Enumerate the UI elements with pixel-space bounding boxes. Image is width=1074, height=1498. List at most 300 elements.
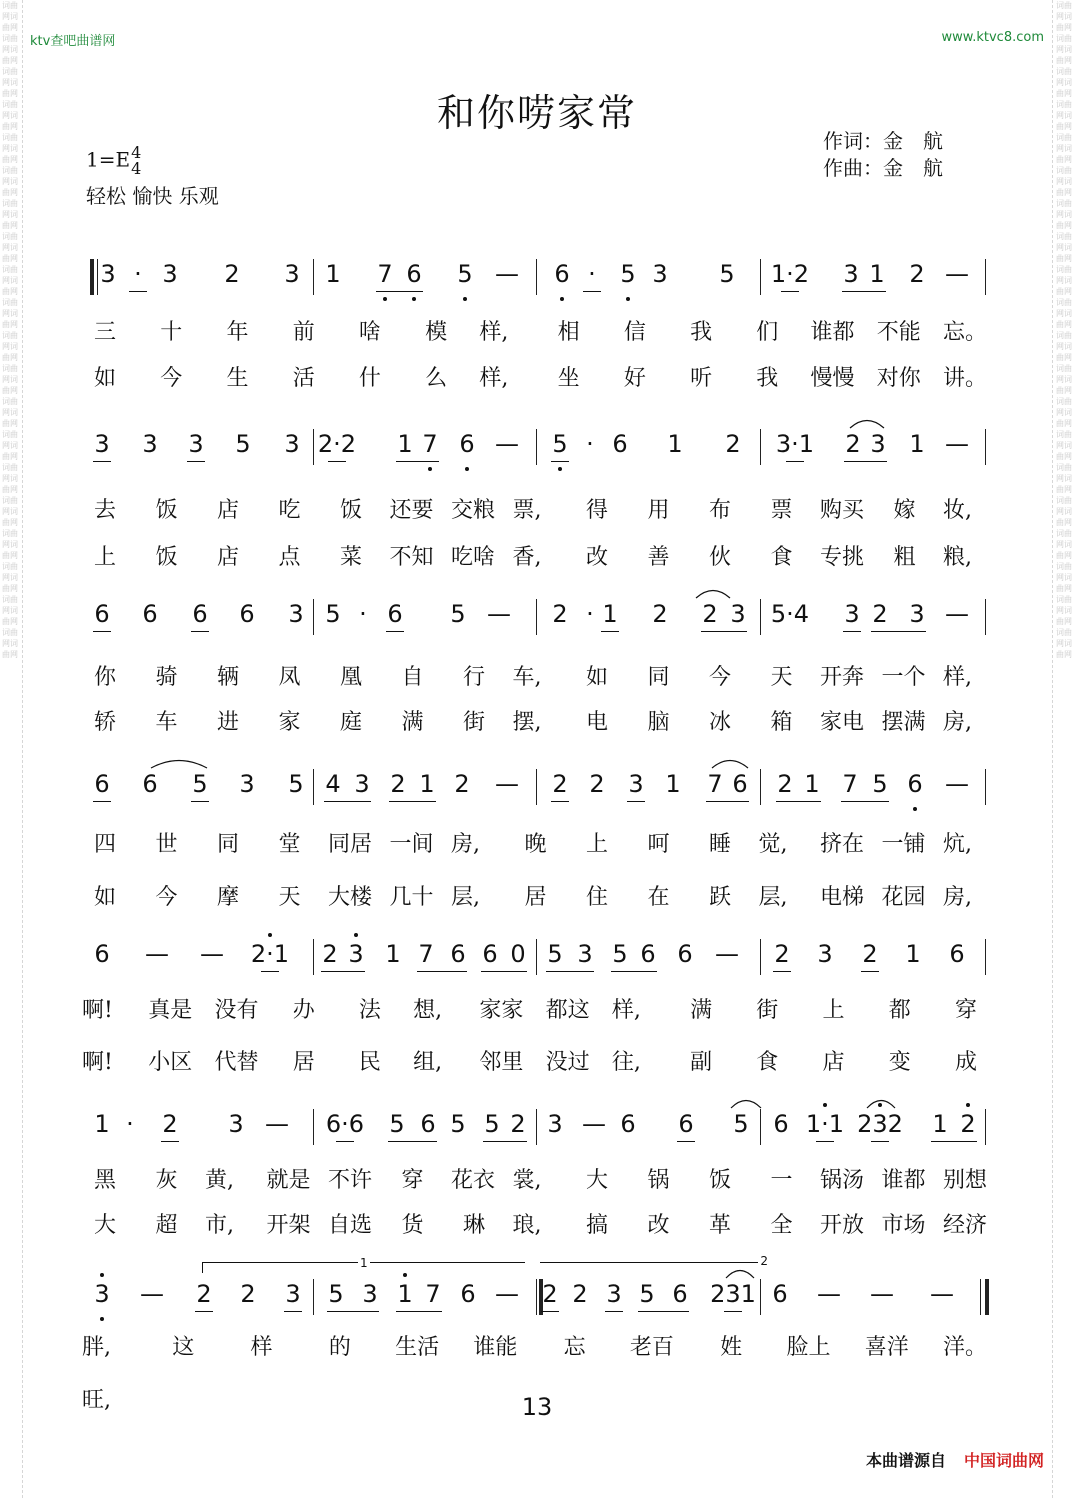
time-signature <box>131 145 141 177</box>
note: 1 <box>932 1110 948 1138</box>
lyric-word: 冰 <box>709 710 732 735</box>
lyric-word: 经济 <box>943 1213 988 1238</box>
note: 5 <box>552 430 568 458</box>
note: — <box>870 1280 894 1308</box>
lyric-word: 妆, <box>943 498 972 523</box>
lyric-word: 一铺 <box>881 832 926 857</box>
lyric-word: 信 <box>623 320 646 345</box>
lyric-word: 粮, <box>943 545 972 570</box>
lyric-word: 摆, <box>512 710 542 735</box>
lyric-word: 同 <box>217 832 240 857</box>
note: 5 <box>484 1110 500 1138</box>
lyric-word: 样, <box>479 320 509 345</box>
lyric-word: 开架 <box>266 1213 311 1238</box>
lyric-word: 街 <box>463 710 486 735</box>
note: 2 <box>322 940 338 968</box>
note: 2 <box>390 770 406 798</box>
lyricist-credit: 作词：金 航 <box>823 129 943 153</box>
lyric-word: 进 <box>217 710 240 735</box>
lyric-word: 坐 <box>557 366 580 391</box>
beam-underline <box>161 1141 179 1142</box>
note: 1·1 <box>805 1110 845 1138</box>
lyric-word: 搞 <box>586 1213 609 1238</box>
note: 2·1 <box>250 940 290 968</box>
page-number: 13 <box>521 1393 553 1421</box>
lyric-word: 办 <box>292 998 315 1023</box>
beam-underline <box>324 801 371 802</box>
note: 6 <box>94 770 110 798</box>
note: 2 <box>845 430 861 458</box>
beam-underline <box>386 631 404 632</box>
lyric-word: 用 <box>647 498 670 523</box>
note: 2 <box>774 940 790 968</box>
time-signature-bottom: 4 <box>131 159 142 178</box>
lyric-word: 生 <box>226 366 249 391</box>
beam-underline <box>417 971 467 972</box>
lyric-word: 穿 <box>955 998 978 1023</box>
bar-line <box>90 259 94 295</box>
bar-line <box>985 1279 989 1315</box>
note: 5 <box>192 770 208 798</box>
note: 3 <box>285 1280 301 1308</box>
lyric-word: 食 <box>770 545 793 570</box>
lyric-word: 年 <box>226 320 249 345</box>
note: 3 <box>652 260 668 288</box>
lyric-word: 一间 <box>389 832 434 857</box>
note: 3 <box>284 260 300 288</box>
note: 1 <box>94 1110 110 1138</box>
beam-underline <box>551 801 569 802</box>
lyric-word: 食 <box>756 1050 779 1075</box>
note: 5 <box>389 1110 405 1138</box>
lyric-word: 什 <box>358 366 381 391</box>
octave-dot <box>354 933 358 937</box>
note: 6 <box>772 1280 788 1308</box>
lyric-word: 姓 <box>720 1335 743 1360</box>
note: 6 <box>460 1280 476 1308</box>
beam-underline <box>336 1141 354 1142</box>
footer-brand[interactable]: 中国词曲网 <box>963 1451 1044 1470</box>
note: 5 <box>733 1110 749 1138</box>
octave-dot <box>465 467 469 471</box>
beam-underline <box>261 971 279 972</box>
slur-arc <box>730 1097 762 1109</box>
beam-underline <box>786 461 804 462</box>
beam-underline <box>93 801 111 802</box>
beam-underline <box>605 1311 623 1312</box>
note: 5 <box>235 430 251 458</box>
lyric-word: 样, <box>479 366 509 391</box>
beam-underline <box>396 1311 442 1312</box>
lyric-word: 居 <box>292 1050 315 1075</box>
lyric-word: 香, <box>512 545 542 570</box>
volta-bracket-1 <box>202 1256 525 1273</box>
lyric-word: 呵 <box>647 832 670 857</box>
note: 3 <box>142 430 158 458</box>
lyric-word: 不知 <box>389 545 434 570</box>
lyric-word: 满 <box>690 998 713 1023</box>
note: 2 <box>909 260 925 288</box>
note: 0 <box>510 940 526 968</box>
note: 1 <box>397 430 413 458</box>
octave-dot <box>913 807 917 811</box>
lyric-word: 同居 <box>328 832 373 857</box>
lyric-word: 同 <box>647 665 670 690</box>
bar-line <box>536 429 537 465</box>
beam-underline <box>844 461 887 462</box>
bar-line <box>985 769 986 805</box>
note: 7 <box>842 770 858 798</box>
lyric-word: 晚 <box>524 832 547 857</box>
note: — <box>945 770 969 798</box>
note: 4 <box>325 770 341 798</box>
bar-line <box>313 769 314 805</box>
lyric-word: 摆满 <box>881 710 926 735</box>
song-title: 和你唠家常 <box>436 91 637 135</box>
note: — <box>945 430 969 458</box>
beam-underline <box>627 801 645 802</box>
lyric-word: 好 <box>623 366 646 391</box>
lyric-word: 挤在 <box>820 832 865 857</box>
beam-underline <box>724 1311 742 1312</box>
octave-dot <box>558 467 562 471</box>
note: 6 <box>239 600 255 628</box>
note: 6 <box>949 940 965 968</box>
beam-underline <box>871 1141 889 1142</box>
note: 3 <box>844 600 860 628</box>
note: 3 <box>94 1280 110 1308</box>
beam-underline <box>551 461 569 462</box>
lyric-word: 大 <box>94 1213 117 1238</box>
lyric-word: 胖, <box>82 1335 111 1360</box>
beam-underline <box>191 801 209 802</box>
key-signature <box>86 145 141 177</box>
lyric-word: 票, <box>512 498 542 523</box>
lyric-word: 如 <box>94 885 117 910</box>
beam-underline <box>842 291 886 292</box>
beam-underline <box>284 1311 302 1312</box>
octave-dot <box>412 297 416 301</box>
note: 1 <box>909 430 925 458</box>
lyric-word: 在 <box>647 885 670 910</box>
note: 2 <box>196 1280 212 1308</box>
lyric-word: 家电 <box>820 710 865 735</box>
right-margin-line <box>1052 0 1053 1498</box>
note: 3 <box>228 1110 244 1138</box>
beam-underline <box>389 801 436 802</box>
beam-underline <box>861 971 879 972</box>
lyric-word: 啊! <box>82 1050 113 1075</box>
lyric-word: 啥 <box>358 320 381 345</box>
lyric-word: 大 <box>586 1168 609 1193</box>
lyric-word: 就是 <box>266 1168 311 1193</box>
note: 3 <box>348 940 364 968</box>
lyric-word: 家家 <box>479 998 524 1023</box>
note: 5 <box>639 1280 655 1308</box>
lyric-word: 全 <box>770 1213 793 1238</box>
lyric-word: 房, <box>943 885 972 910</box>
lyric-word: 谁能 <box>473 1335 518 1360</box>
footer-source-text: 本曲谱源自 <box>865 1451 946 1470</box>
note: 2 <box>162 1110 178 1138</box>
note: 3 <box>843 260 859 288</box>
note: 5 <box>325 600 341 628</box>
lyric-word: 喜洋 <box>864 1335 909 1360</box>
lyric-word: 辆 <box>217 665 240 690</box>
lyric-word: 花园 <box>881 885 926 910</box>
note: 2 <box>725 430 741 458</box>
note: 2 <box>454 770 470 798</box>
bar-line <box>536 769 537 805</box>
note: 5 <box>612 940 628 968</box>
lyric-word: 听 <box>690 366 713 391</box>
beam-underline <box>388 1141 437 1142</box>
note: 1 <box>325 260 341 288</box>
lyric-word: 轿 <box>94 710 117 735</box>
note: 3 <box>870 430 886 458</box>
lyric-word: 灰 <box>155 1168 178 1193</box>
lyric-word: 开放 <box>820 1213 865 1238</box>
note: 3 <box>909 600 925 628</box>
lyric-word: 跃 <box>709 885 732 910</box>
beam-underline <box>191 631 209 632</box>
score-row-3 <box>0 595 1074 635</box>
note: 1·2 <box>770 260 810 288</box>
lyric-word: 市, <box>205 1213 234 1238</box>
note: 2 <box>552 770 568 798</box>
lyric-word: 点 <box>278 545 301 570</box>
note: 6 <box>612 430 628 458</box>
octave-dot <box>966 1103 970 1107</box>
note: 3 <box>162 260 178 288</box>
note: 6 <box>678 1110 694 1138</box>
lyric-word: 活 <box>292 366 315 391</box>
lyric-word: 购买 <box>820 498 865 523</box>
note: 5 <box>872 770 888 798</box>
note: 5 <box>547 940 563 968</box>
lyric-word: 交粮 <box>451 498 496 523</box>
lyric-word: 街 <box>756 998 779 1023</box>
note: — <box>495 1280 519 1308</box>
note: 6 <box>620 1110 636 1138</box>
beam-underline <box>611 971 657 972</box>
lyric-word: 代替 <box>214 1050 259 1075</box>
lyric-word: 洋。 <box>943 1335 988 1360</box>
score-row-1 <box>0 255 1074 295</box>
lyric-word: 自 <box>401 665 424 690</box>
lyric-word: 改 <box>647 1213 670 1238</box>
lyric-word: 菜 <box>340 545 363 570</box>
note: 1 <box>602 600 618 628</box>
lyric-word: 你 <box>94 665 117 690</box>
lyric-word: 觉, <box>758 832 788 857</box>
slur-arc <box>711 757 749 769</box>
lyric-word: 锅汤 <box>820 1168 865 1193</box>
lyric-word: 我 <box>756 366 779 391</box>
note: — <box>582 1110 606 1138</box>
note: 5 <box>457 260 473 288</box>
note: 6 <box>554 260 570 288</box>
site-url-header[interactable]: www.ktvc8.com <box>941 30 1044 45</box>
octave-dot <box>626 297 630 301</box>
lyric-word: 专挑 <box>820 545 865 570</box>
note: 6 <box>907 770 923 798</box>
bar-line <box>980 1279 981 1315</box>
octave-dot <box>100 1273 104 1277</box>
lyric-word: 上 <box>586 832 609 857</box>
octave-dot <box>403 1273 407 1277</box>
note: 1 <box>804 770 820 798</box>
lyric-word: 样, <box>943 665 972 690</box>
note: — <box>495 770 519 798</box>
lyric-word: 忘。 <box>943 320 988 345</box>
note: 6 <box>94 940 110 968</box>
note: 2 <box>960 1110 976 1138</box>
note: 2 <box>702 600 718 628</box>
octave-dot <box>428 467 432 471</box>
lyric-word: 房, <box>943 710 972 735</box>
lyric-word: 副 <box>690 1050 713 1075</box>
lyric-word: 变 <box>888 1050 911 1075</box>
note: — <box>715 940 739 968</box>
beam-underline <box>93 461 111 462</box>
beam-underline <box>129 291 147 292</box>
note: 2·2 <box>317 430 357 458</box>
note: 6 <box>677 940 693 968</box>
note: 1 <box>385 940 401 968</box>
lyric-word: 小区 <box>148 1050 193 1075</box>
note: · <box>359 600 367 628</box>
note: 1 <box>665 770 681 798</box>
lyric-word: 吃啥 <box>451 545 496 570</box>
lyric-word: 市场 <box>881 1213 926 1238</box>
lyric-word: 炕, <box>943 832 972 857</box>
lyric-word: 讲。 <box>943 366 988 391</box>
site-name-header[interactable]: ktv查吧曲谱网 <box>30 34 116 49</box>
note: — <box>140 1280 164 1308</box>
note: 1 <box>869 260 885 288</box>
beam-underline <box>483 1141 527 1142</box>
lyric-word: 上 <box>822 998 845 1023</box>
bar-line <box>760 429 761 465</box>
beam-underline <box>816 1141 834 1142</box>
lyric-word: 改 <box>586 545 609 570</box>
lyric-word: 大楼 <box>328 885 373 910</box>
bar-line <box>760 769 761 805</box>
note: 6 <box>732 770 748 798</box>
lyric-word: 谁都 <box>810 320 855 345</box>
lyric-word: 居 <box>524 885 547 910</box>
lyric-word: 真是 <box>148 998 193 1023</box>
lyric-word: 三 <box>94 320 117 345</box>
note: 6 <box>192 600 208 628</box>
note: 2 <box>872 600 888 628</box>
lyric-word: 开奔 <box>820 665 865 690</box>
slur-arc <box>849 417 885 429</box>
tempo-marking: 轻松 愉快 乐观 <box>86 184 219 208</box>
bar-line <box>985 599 986 635</box>
octave-dot <box>268 933 272 937</box>
lyric-word: 睡 <box>709 832 732 857</box>
beam-underline <box>583 291 601 292</box>
lyric-word: 别想 <box>943 1168 988 1193</box>
lyric-word: 世 <box>155 832 178 857</box>
lyric-word: 今 <box>155 885 178 910</box>
bar-line <box>985 259 986 295</box>
lyric-word: 裳, <box>512 1168 542 1193</box>
note: 7 <box>422 430 438 458</box>
lyric-word: 啊! <box>82 998 113 1023</box>
bar-line <box>313 1279 314 1315</box>
beam-underline <box>321 971 365 972</box>
lyric-word: 不许 <box>328 1168 373 1193</box>
note: 3 <box>817 940 833 968</box>
lyric-word: 四 <box>94 832 117 857</box>
lyric-word: 邻里 <box>479 1050 524 1075</box>
score-row-7 <box>0 1275 1074 1315</box>
lyric-word: 我 <box>690 320 713 345</box>
note: 3 <box>94 430 110 458</box>
lyric-word: 家 <box>278 710 301 735</box>
bar-line <box>760 1109 761 1145</box>
lyric-word: 成 <box>955 1050 978 1075</box>
lyric-word: 层, <box>451 885 480 910</box>
bar-line <box>760 1279 761 1315</box>
note: · <box>586 430 594 458</box>
volta-label-1: 1 <box>360 1256 368 1270</box>
lyric-word: 这 <box>172 1335 195 1360</box>
lyric-word: 凰 <box>340 665 363 690</box>
lyric-word: 生活 <box>395 1335 440 1360</box>
lyric-word: 箱 <box>770 710 793 735</box>
beam-underline <box>781 291 799 292</box>
lyric-word: 没有 <box>214 998 259 1023</box>
score-row-6 <box>0 1105 1074 1145</box>
lyric-word: 花衣 <box>451 1168 496 1193</box>
beam-underline <box>396 461 439 462</box>
lyric-word: 谁都 <box>881 1168 926 1193</box>
beam-underline <box>871 631 926 632</box>
beam-underline <box>776 801 821 802</box>
lyric-word: 的 <box>328 1335 351 1360</box>
lyric-word: 得 <box>586 498 609 523</box>
score-row-5 <box>0 935 1074 975</box>
lyric-word: 不能 <box>876 320 921 345</box>
lyric-word: 脸上 <box>786 1335 831 1360</box>
lyric-word: 十 <box>160 320 183 345</box>
beam-underline <box>187 461 205 462</box>
bar-line <box>536 939 537 975</box>
note: 2 <box>510 1110 526 1138</box>
note: — <box>265 1110 289 1138</box>
lyric-word: 老百 <box>629 1335 674 1360</box>
note: 1 <box>419 770 435 798</box>
beam-underline <box>706 801 749 802</box>
note: 5 <box>450 600 466 628</box>
beam-underline <box>677 1141 695 1142</box>
beam-underline <box>638 1311 689 1312</box>
lyric-word: 都这 <box>545 998 590 1023</box>
note: 2 <box>652 600 668 628</box>
lyric-word: 店 <box>822 1050 845 1075</box>
note: — <box>495 430 519 458</box>
note: 232 <box>857 1110 903 1138</box>
note: 7 <box>707 770 723 798</box>
note: 5 <box>719 260 735 288</box>
volta-bracket-2 <box>540 1254 768 1273</box>
note: 6 <box>94 600 110 628</box>
volta-label-2: 2 <box>760 1254 768 1268</box>
